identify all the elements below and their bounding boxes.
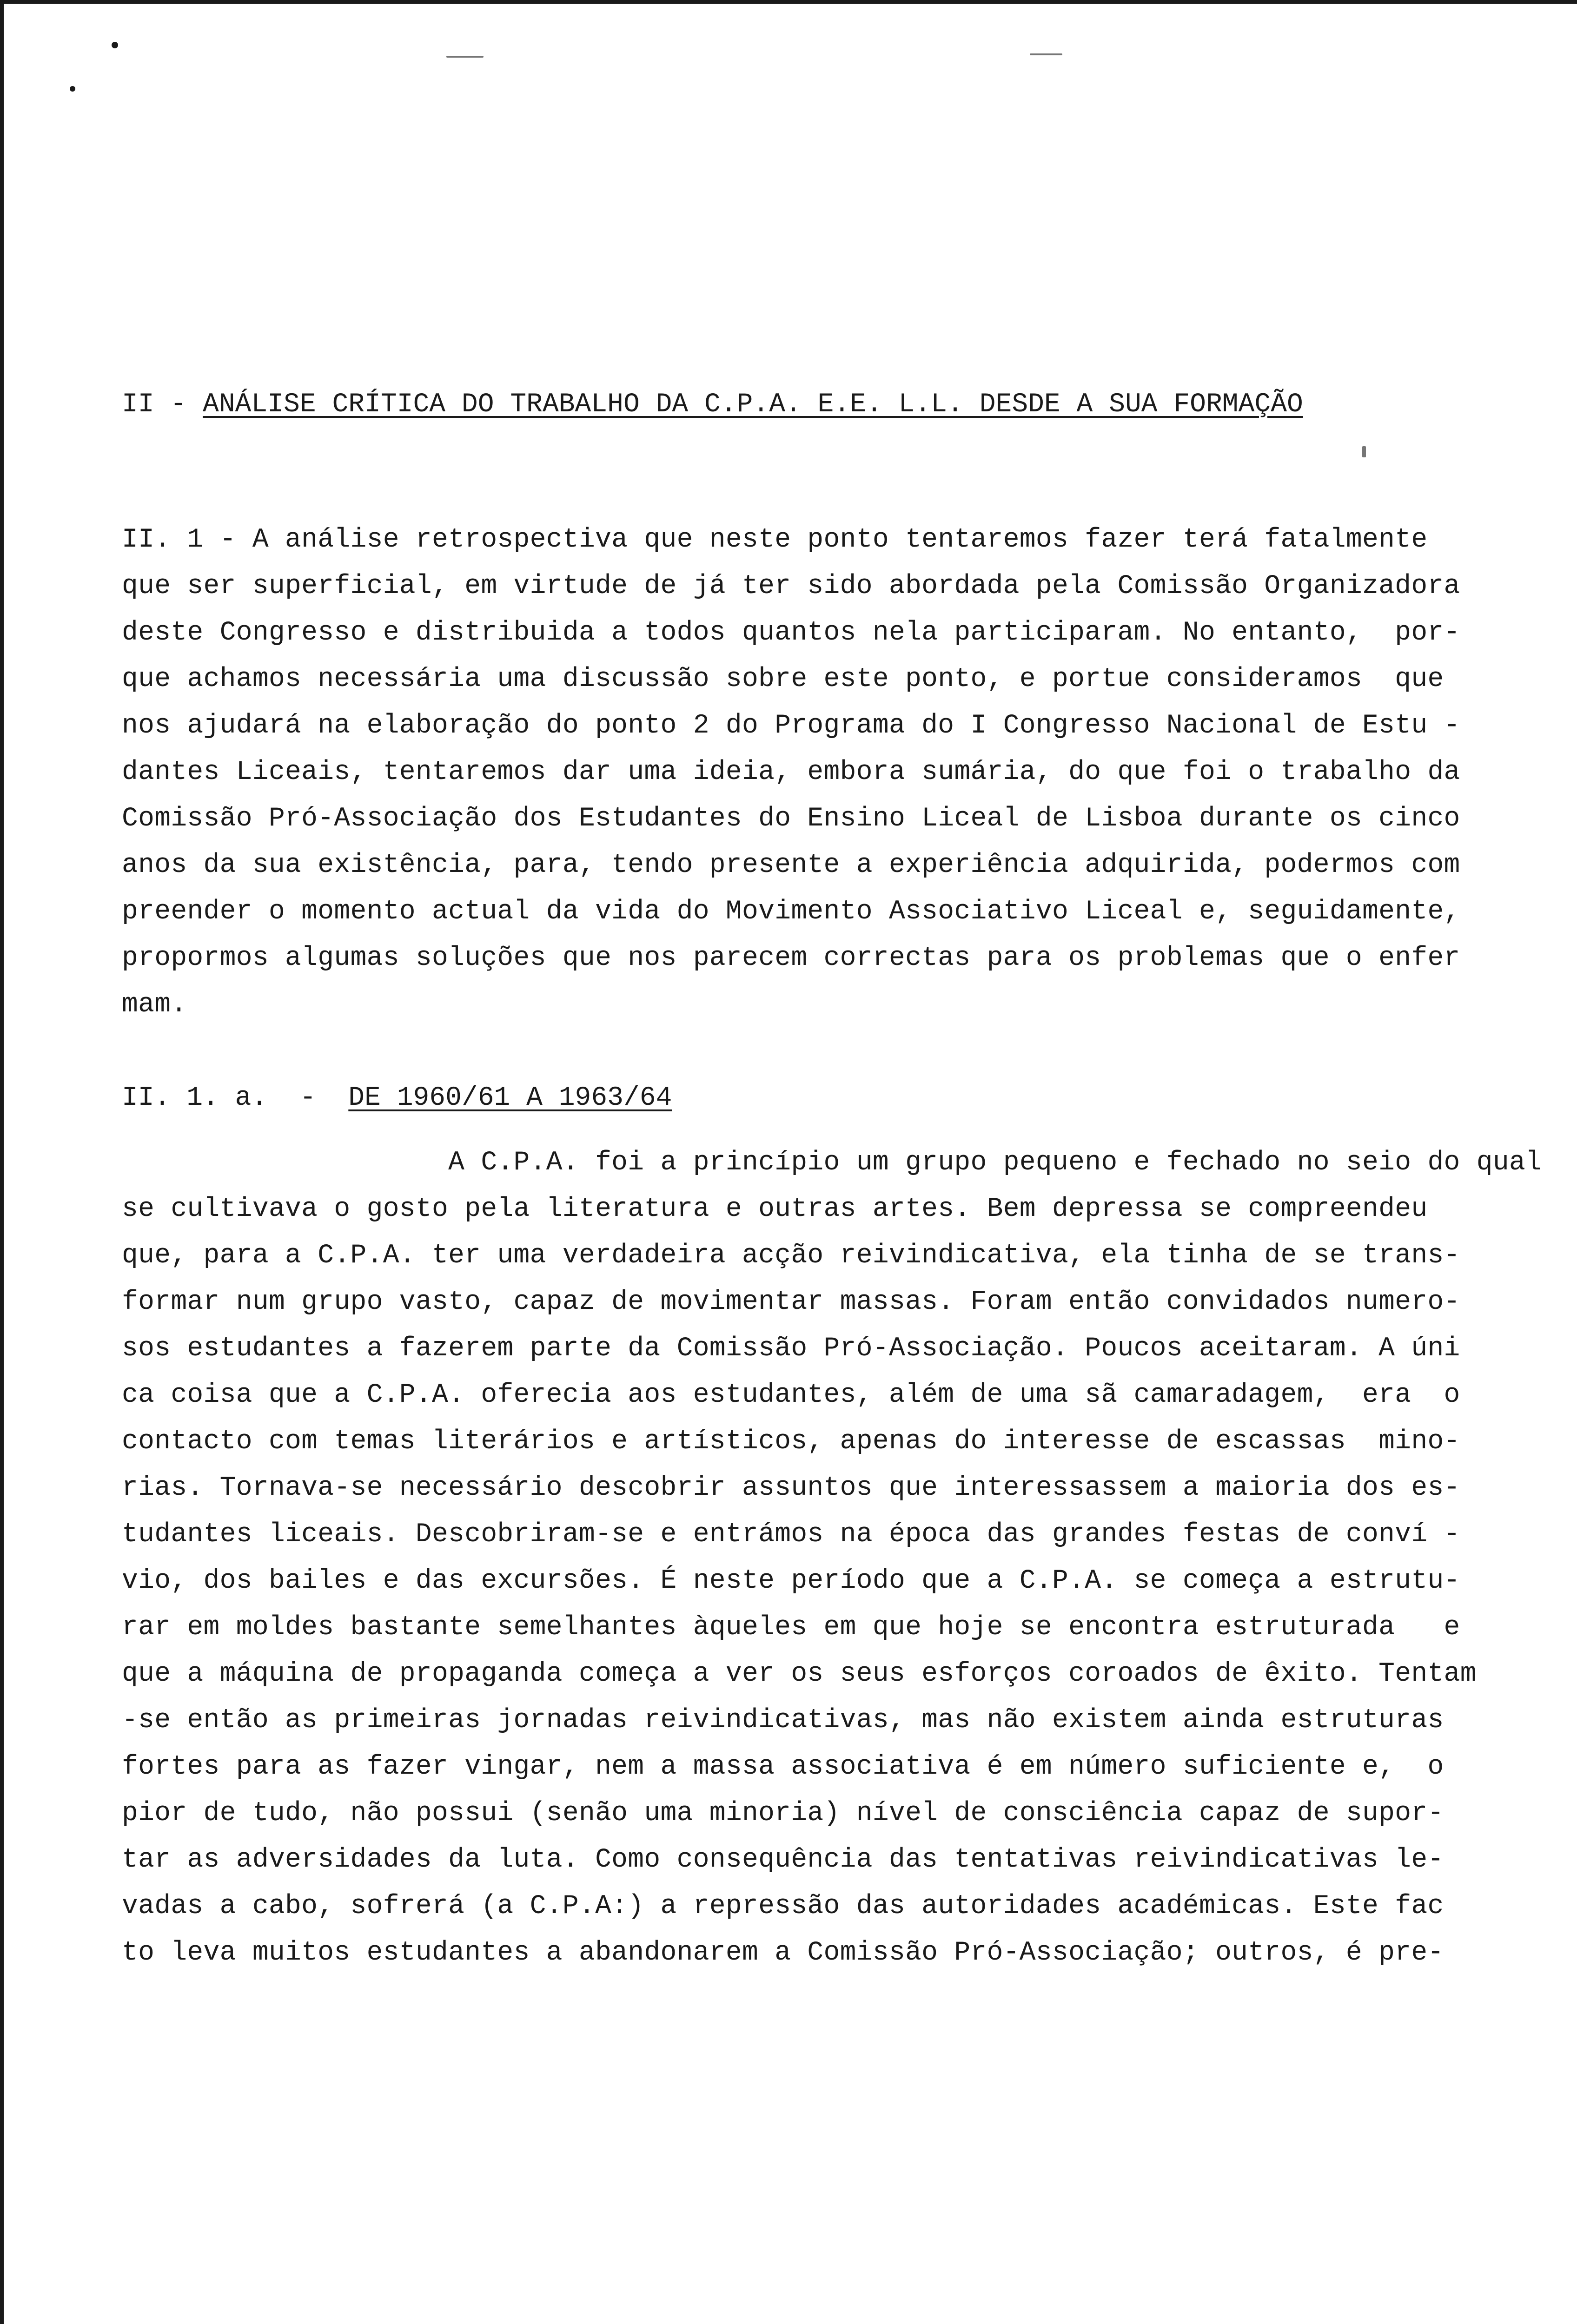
paragraph-line: ca coisa que a C.P.A. oferecia aos estudantes, além de uma sã camaradagem, era o <box>122 1380 1460 1410</box>
section-heading <box>122 390 1303 420</box>
scan-speck <box>1030 53 1062 55</box>
section-heading-title: ANÁLISE CRÍTICA DO TRABALHO DA C.P.A. E.E. L.L. DESDE A SUA FORMAÇÃO <box>203 390 1303 420</box>
paragraph-line: nos ajudará na elaboração do ponto 2 do Programa do I Congresso Nacional de Estu - <box>122 711 1460 741</box>
paragraph-line: to leva muitos estudantes a abandonarem a Comissão Pró-Associação; outros, é pre- <box>122 1938 1444 1968</box>
paragraph-line: fortes para as fazer vingar, nem a massa associativa é em número suficiente e, o <box>122 1752 1444 1782</box>
paragraph-line: contacto com temas literários e artísticos, apenas do interesse de escassas mino- <box>122 1426 1460 1457</box>
paragraph-line: que achamos necessária uma discussão sobre este ponto, e portue consideramos que <box>122 664 1444 694</box>
section-heading-prefix: II - <box>122 390 203 420</box>
paragraph-line: deste Congresso e distribuida a todos quantos nela participaram. No entanto, por- <box>122 618 1460 648</box>
paragraph-line: -se então as primeiras jornadas reivindicativas, mas não existem ainda estruturas <box>122 1705 1444 1736</box>
paragraph-line: rar em moldes bastante semelhantes àqueles em que hoje se encontra estruturada e <box>122 1612 1460 1643</box>
paragraph-line: II. 1 - A análise retrospectiva que neste ponto tentaremos fazer terá fatalmente <box>122 525 1428 555</box>
scan-speck <box>70 86 75 92</box>
paragraph-line: formar num grupo vasto, capaz de movimentar massas. Foram então convidados numero- <box>122 1287 1460 1317</box>
paragraph-line: que ser superficial, em virtude de já ter sido abordada pela Comissão Organizadora <box>122 571 1460 601</box>
subsection-heading <box>122 1083 672 1113</box>
paragraph-line: propormos algumas soluções que nos parecem correctas para os problemas que o enfer <box>122 943 1460 973</box>
scan-speck <box>1362 446 1366 457</box>
paragraph-line: se cultivava o gosto pela literatura e outras artes. Bem depressa se compreendeu <box>122 1194 1428 1224</box>
scan-speck <box>446 56 484 58</box>
paragraph-line: que, para a C.P.A. ter uma verdadeira acção reivindicativa, ela tinha de se trans- <box>122 1241 1460 1271</box>
subsection-heading-title: DE 1960/61 A 1963/64 <box>348 1083 672 1113</box>
paragraph-line: sos estudantes a fazerem parte da Comissão Pró-Associação. Poucos aceitaram. A úni <box>122 1334 1460 1364</box>
scan-edge-top <box>0 0 1577 4</box>
paragraph-line: mam. <box>122 990 187 1020</box>
subsection-heading-prefix: II. 1. a. - <box>122 1083 349 1113</box>
paragraph-line: preender o momento actual da vida do Movimento Associativo Liceal e, seguidamente, <box>122 897 1460 927</box>
paragraph-line: pior de tudo, não possui (senão uma minoria) nível de consciência capaz de supor- <box>122 1798 1444 1829</box>
paragraph-line: tar as adversidades da luta. Como consequência das tentativas reivindicativas le- <box>122 1845 1444 1875</box>
paragraph-line: A C.P.A. foi a princípio um grupo pequeno e fechado no seio do qual <box>122 1148 1542 1178</box>
paragraph-line: vadas a cabo, sofrerá (a C.P.A:) a repressão das autoridades académicas. Este fac <box>122 1891 1444 1921</box>
scan-speck <box>112 42 118 48</box>
paragraph-line: dantes Liceais, tentaremos dar uma ideia, embora sumária, do que foi o trabalho da <box>122 757 1460 787</box>
scan-edge-left <box>0 0 4 2324</box>
paragraph-line: rias. Tornava-se necessário descobrir assuntos que interessassem a maioria dos es- <box>122 1473 1460 1503</box>
paragraph-line: Comissão Pró-Associação dos Estudantes do Ensino Liceal de Lisboa durante os cinco <box>122 804 1460 834</box>
paragraph-line: anos da sua existência, para, tendo presente a experiência adquirida, podermos com <box>122 850 1460 880</box>
paragraph-line: que a máquina de propaganda começa a ver os seus esforços coroados de êxito. Tentam <box>122 1659 1477 1689</box>
paragraph-line: vio, dos bailes e das excursões. É neste período que a C.P.A. se começa a estrutu- <box>122 1566 1460 1596</box>
paragraph-line: tudantes liceais. Descobriram-se e entrámos na época das grandes festas de conví - <box>122 1519 1460 1550</box>
